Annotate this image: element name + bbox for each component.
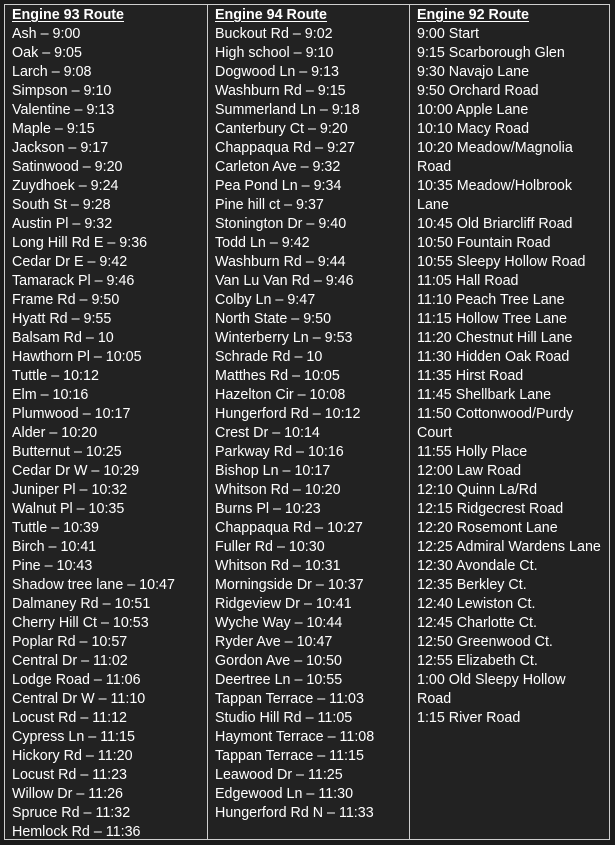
route-stop: Washburn Rd – 9:44 [215,254,346,270]
route-stop: Fuller Rd – 10:30 [215,539,325,555]
route-stop: Bishop Ln – 10:17 [215,463,331,479]
route-stop: Edgewood Ln – 11:30 [215,786,354,802]
route-stop: Studio Hill Rd – 11:05 [215,710,353,726]
route-table [4,4,610,840]
route-stop: 1:00 Old Sleepy Hollow Road [417,672,566,707]
route-stop: Zuydhoek – 9:24 [12,178,119,194]
route-stop: 1:15 River Road [417,710,521,726]
engine-93-stop-list [12,25,207,839]
route-stop: 12:25 Admiral Wardens Lane [417,539,601,555]
route-stop: 9:50 Orchard Road [417,83,539,99]
route-stop: Butternut – 10:25 [12,444,122,460]
route-stop: Jackson – 9:17 [12,140,109,156]
route-stop: Hungerford Rd N – 11:33 [215,805,374,821]
route-stop: Satinwood – 9:20 [12,159,123,175]
route-stop: Simpson – 9:10 [12,83,112,99]
route-stop: Frame Rd – 9:50 [12,292,120,308]
route-stop: Central Dr – 11:02 [12,653,128,669]
route-stop: 11:50 Cottonwood/Purdy Court [417,406,574,441]
route-stop: Cedar Dr W – 10:29 [12,463,140,479]
route-stop: Wyche Way – 10:44 [215,615,343,631]
route-stop: Spruce Rd – 11:32 [12,805,131,821]
route-stop: Central Dr W – 11:10 [12,691,146,707]
engine-92-title: Engine 92 Route [417,7,530,23]
route-stop: 11:20 Chestnut Hill Lane [417,330,573,346]
route-stop: Carleton Ave – 9:32 [215,159,341,175]
route-stop: Pea Pond Ln – 9:34 [215,178,342,194]
route-stop: Washburn Rd – 9:15 [215,83,346,99]
route-stop: Morningside Dr – 10:37 [215,577,364,593]
route-stop: Locust Rd – 11:12 [12,710,127,726]
route-stop: Matthes Rd – 10:05 [215,368,340,384]
route-stop: Alder – 10:20 [12,425,98,441]
route-stop: Hazelton Cir – 10:08 [215,387,346,403]
route-stop: 12:40 Lewiston Ct. [417,596,536,612]
route-stop: Tappan Terrace – 11:03 [215,691,364,707]
route-stop: 11:30 Hidden Oak Road [417,349,570,365]
route-stop: Oak – 9:05 [12,45,82,61]
route-stop: 12:00 Law Road [417,463,522,479]
route-stop: 11:05 Hall Road [417,273,519,289]
route-stop: 12:35 Berkley Ct. [417,577,527,593]
route-stop: Hyatt Rd – 9:55 [12,311,112,327]
engine-92-column [409,5,609,839]
route-stop: Tuttle – 10:39 [12,520,99,536]
route-stop: Tappan Terrace – 11:15 [215,748,364,764]
route-stop: 9:30 Navajo Lane [417,64,530,80]
route-stop: High school – 9:10 [215,45,334,61]
route-stop: 11:45 Shellbark Lane [417,387,552,403]
route-stop: 11:35 Hirst Road [417,368,524,384]
route-stop: Parkway Rd – 10:16 [215,444,344,460]
route-stop: Haymont Terrace – 11:08 [215,729,375,745]
route-stop: Plumwood – 10:17 [12,406,131,422]
route-stop: Summerland Ln – 9:18 [215,102,360,118]
route-stop: Colby Ln – 9:47 [215,292,316,308]
route-stop: 9:15 Scarborough Glen [417,45,565,61]
route-stop: Birch – 10:41 [12,539,97,555]
route-stop: Chappaqua Rd – 10:27 [215,520,363,536]
route-stop: Locust Rd – 11:23 [12,767,127,783]
route-stop: Ryder Ave – 10:47 [215,634,333,650]
route-stop: Whitson Rd – 10:31 [215,558,341,574]
route-stop: Winterberry Ln – 9:53 [215,330,353,346]
route-stop: 12:10 Quinn La/Rd [417,482,538,498]
route-stop: Poplar Rd – 10:57 [12,634,128,650]
route-stop: Dalmaney Rd – 10:51 [12,596,151,612]
route-stop: Van Lu Van Rd – 9:46 [215,273,354,289]
engine-93-column [5,5,207,839]
route-stop: 11:55 Holly Place [417,444,528,460]
route-stop: Gordon Ave – 10:50 [215,653,342,669]
route-stop: Hawthorn Pl – 10:05 [12,349,142,365]
route-stop: Hickory Rd – 11:20 [12,748,133,764]
route-stop: 12:50 Greenwood Ct. [417,634,553,650]
route-stop: Leawood Dr – 11:25 [215,767,343,783]
route-stop: Dogwood Ln – 9:13 [215,64,340,80]
route-stop: Austin Pl – 9:32 [12,216,113,232]
route-stop: Whitson Rd – 10:20 [215,482,341,498]
route-stop: 10:45 Old Briarcliff Road [417,216,573,232]
route-stop: Pine hill ct – 9:37 [215,197,324,213]
route-stop: Cedar Dr E – 9:42 [12,254,128,270]
route-stop: Stonington Dr – 9:40 [215,216,347,232]
route-stop: 10:00 Apple Lane [417,102,529,118]
route-stop: Hungerford Rd – 10:12 [215,406,361,422]
route-stop: 10:55 Sleepy Hollow Road [417,254,586,270]
route-stop: Pine – 10:43 [12,558,93,574]
route-stop: Canterbury Ct – 9:20 [215,121,348,137]
engine-92-stop-list [417,25,609,728]
route-stop: 10:20 Meadow/Magnolia Road [417,140,573,175]
route-stop: Walnut Pl – 10:35 [12,501,125,517]
route-stop: Crest Dr – 10:14 [215,425,320,441]
route-stop: Schrade Rd – 10 [215,349,323,365]
engine-94-stop-list [215,25,409,823]
route-stop: Tuttle – 10:12 [12,368,99,384]
route-stop: Buckout Rd – 9:02 [215,26,333,42]
route-stop: Chappaqua Rd – 9:27 [215,140,355,156]
route-stop: Long Hill Rd E – 9:36 [12,235,148,251]
engine-94-column [207,5,409,839]
route-stop: Ridgeview Dr – 10:41 [215,596,352,612]
route-stop: 12:45 Charlotte Ct. [417,615,538,631]
route-stop: 10:35 Meadow/Holbrook Lane [417,178,572,213]
route-stop: Larch – 9:08 [12,64,92,80]
route-stop: 11:10 Peach Tree Lane [417,292,565,308]
route-stop: Ash – 9:00 [12,26,81,42]
engine-93-title: Engine 93 Route [12,7,125,23]
route-stop: 9:00 Start [417,26,479,42]
route-stop: Juniper Pl – 10:32 [12,482,128,498]
route-stop: North State – 9:50 [215,311,332,327]
route-stop: Maple – 9:15 [12,121,95,137]
route-stop: Tamarack Pl – 9:46 [12,273,135,289]
route-stop: 10:50 Fountain Road [417,235,551,251]
route-stop: 11:15 Hollow Tree Lane [417,311,567,327]
route-stop: Lodge Road – 11:06 [12,672,141,688]
route-stop: Willow Dr – 11:26 [12,786,123,802]
route-stop: Cypress Ln – 11:15 [12,729,135,745]
route-stop: 12:15 Ridgecrest Road [417,501,564,517]
engine-94-title: Engine 94 Route [215,7,328,23]
route-stop: Valentine – 9:13 [12,102,115,118]
route-stop: Cherry Hill Ct – 10:53 [12,615,149,631]
route-stop: Deertree Ln – 10:55 [215,672,343,688]
route-stop: 12:55 Elizabeth Ct. [417,653,538,669]
route-stop: Elm – 10:16 [12,387,89,403]
route-stop: 12:20 Rosemont Lane [417,520,558,536]
route-stop: 12:30 Avondale Ct. [417,558,538,574]
route-stop: Hemlock Rd – 11:36 [12,824,141,839]
route-stop: 10:10 Macy Road [417,121,530,137]
route-stop: Shadow tree lane – 10:47 [12,577,175,593]
route-stop: Todd Ln – 9:42 [215,235,310,251]
route-stop: South St – 9:28 [12,197,111,213]
route-stop: Balsam Rd – 10 [12,330,114,346]
route-stop: Burns Pl – 10:23 [215,501,321,517]
